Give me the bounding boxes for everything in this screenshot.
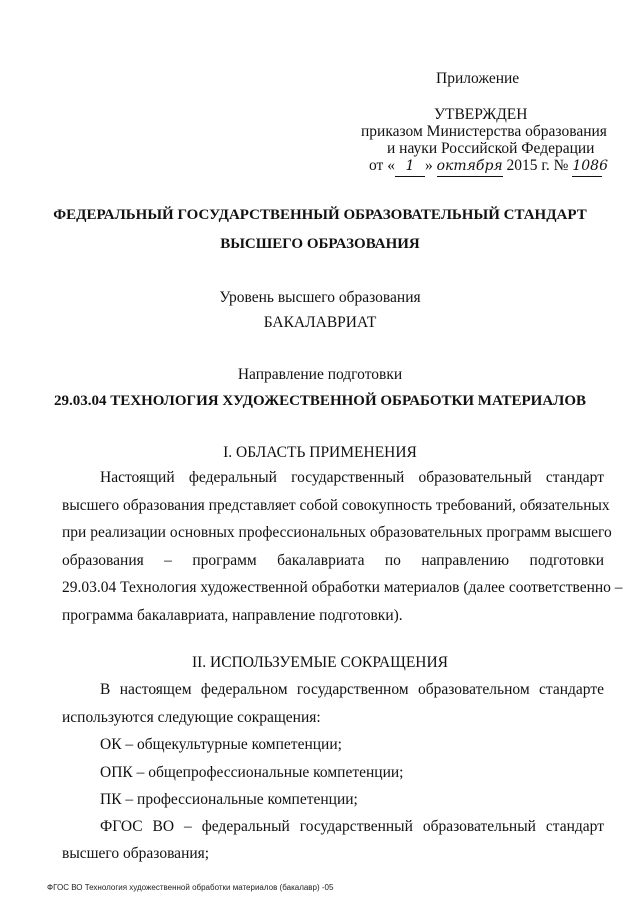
- section-2-intro-line: используются следующие сокращения:: [62, 709, 321, 726]
- abbreviation-item: ОК – общекультурные компетенции;: [100, 736, 342, 753]
- level-label: Уровень высшего образования: [219, 289, 421, 306]
- doc-title-line-2: ВЫСШЕГО ОБРАЗОВАНИЯ: [220, 236, 420, 252]
- section-2-intro-line: В настоящем федеральном государственном образовательном стандарте: [100, 681, 604, 698]
- order-number-field: [572, 157, 608, 177]
- order-date-line: [369, 157, 608, 177]
- section-1-line: 29.03.04 Технология художественной обработки материалов (далее соответственно –: [62, 579, 623, 596]
- date-month: октября: [436, 158, 503, 174]
- date-day: 1: [405, 158, 415, 174]
- abbreviation-fgos-line: ФГОС ВО – федеральный государственный образовательный стандарт: [100, 818, 604, 835]
- date-mid: »: [424, 157, 433, 174]
- section-1-line: высшего образования представляет собой совокупность требований, обязательных: [62, 497, 610, 514]
- section-2-heading: II. ИСПОЛЬЗУЕМЫЕ СОКРАЩЕНИЯ: [191, 654, 449, 671]
- order-number: 1086: [572, 158, 608, 174]
- section-1-heading: I. ОБЛАСТЬ ПРИМЕНЕНИЯ: [223, 444, 417, 461]
- section-1-line: при реализации основных профессиональных образовательных программ высшего: [62, 524, 612, 541]
- date-year: 2015 г. №: [506, 157, 569, 174]
- abbreviation-item: ПК – профессиональные компетенции;: [100, 791, 358, 808]
- doc-title-line-1: ФЕДЕРАЛЬНЫЙ ГОСУДАРСТВЕННЫЙ ОБРАЗОВАТЕЛЬНЫЙ СТАНДАРТ: [53, 207, 587, 223]
- level-value: БАКАЛАВРИАТ: [263, 314, 377, 331]
- date-day-field: [395, 157, 425, 177]
- date-prefix: от «: [369, 157, 395, 174]
- section-1-line: Настоящий федеральный государственный образовательный стандарт: [100, 469, 604, 486]
- section-1-line: программа бакалавриата, направление подготовки).: [62, 607, 403, 624]
- appendix-label: Приложение: [436, 70, 520, 87]
- page-footer: ФГОС ВО Технология художественной обработки материалов (бакалавр) -05: [47, 883, 334, 892]
- order-line-2: и науки Российской Федерации: [387, 140, 595, 157]
- direction-label: Направление подготовки: [237, 366, 403, 383]
- abbreviation-fgos-line: высшего образования;: [62, 845, 210, 862]
- approved-label: УТВЕРЖДЕН: [434, 106, 528, 123]
- section-1-line: образования – программ бакалавриата по направлению подготовки: [62, 552, 604, 569]
- order-line-1: приказом Министерства образования: [361, 123, 607, 140]
- abbreviation-item: ОПК – общепрофессиональные компетенции;: [100, 764, 404, 781]
- date-month-field: [437, 157, 503, 177]
- direction-value: 29.03.04 ТЕХНОЛОГИЯ ХУДОЖЕСТВЕННОЙ ОБРАБОТКИ МАТЕРИАЛОВ: [54, 393, 586, 409]
